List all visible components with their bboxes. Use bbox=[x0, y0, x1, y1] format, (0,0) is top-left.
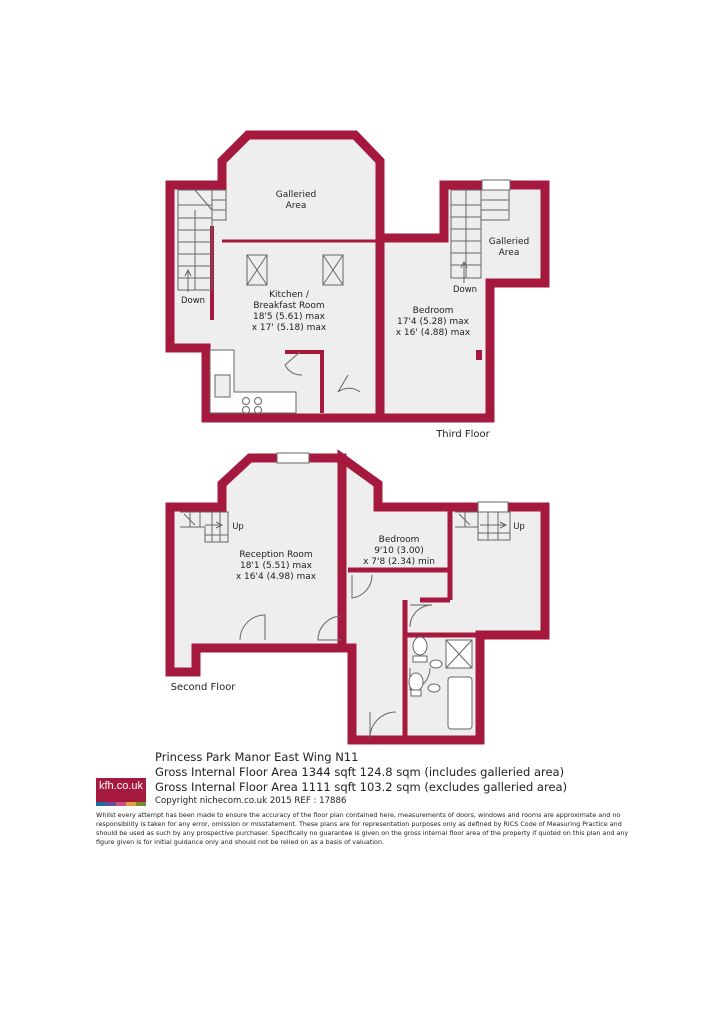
logo-stripe bbox=[126, 802, 136, 806]
logo-stripe bbox=[106, 802, 116, 806]
second-bedroom-name: Bedroom bbox=[378, 535, 420, 545]
reception-dim1: 18'1 (5.51) max bbox=[239, 561, 313, 571]
down-label-left: Down bbox=[180, 296, 206, 306]
galleried-right-line1: Galleried bbox=[488, 237, 530, 247]
kitchen-name1: Kitchen / bbox=[269, 290, 309, 300]
third-floor-left-unit bbox=[170, 135, 380, 418]
up-label-left: Up bbox=[232, 522, 244, 532]
up-label-right: Up bbox=[513, 522, 525, 532]
kfh-logo bbox=[96, 778, 146, 806]
third-bedroom-dim2: x 16' (4.88) max bbox=[395, 328, 471, 338]
third-floor-right-unit bbox=[380, 185, 545, 418]
logo-stripe bbox=[136, 802, 146, 806]
galleried-right-line2: Area bbox=[498, 248, 520, 258]
third-floor-plan bbox=[170, 135, 545, 418]
reception-dim2: x 16'4 (4.98) max bbox=[235, 572, 317, 582]
logo-stripe bbox=[116, 802, 126, 806]
skylight bbox=[323, 255, 343, 285]
window bbox=[277, 453, 309, 463]
radiator bbox=[476, 350, 482, 360]
property-name: Princess Park Manor East Wing N11 bbox=[155, 750, 359, 764]
gross-area-including: Gross Internal Floor Area 1344 sqft 124.8 sqm (includes galleried area) bbox=[155, 765, 565, 779]
disclaimer: Whilst every attempt has been made to ensure the accuracy of the floor plan contained here, measurements of doors, windows and rooms are approximate and no responsibility is taken for any error, omission or misstatement. These plans are for representation purposes only as defined by RICS Code of Measuring Practice and should be used as such by any prospective purchaser. Specifically no guarantee is given on the gross internal floor area of the property if quoted on this plan and any figure given is for initial guidance only and should not be relied on as a basis of valuation. bbox=[96, 811, 629, 846]
window bbox=[478, 502, 508, 512]
footer bbox=[155, 750, 675, 795]
skylight bbox=[247, 255, 267, 285]
third-bedroom-name: Bedroom bbox=[412, 306, 454, 316]
second-floor-plan bbox=[170, 453, 545, 740]
down-label-right: Down bbox=[452, 285, 478, 295]
galleried-left-line1: Galleried bbox=[275, 190, 317, 200]
reception-name: Reception Room bbox=[239, 550, 313, 560]
third-bedroom-dim1: 17'4 (5.28) max bbox=[396, 317, 470, 327]
galleried-left-line2: Area bbox=[285, 201, 307, 211]
third-floor-label: Third Floor bbox=[436, 429, 490, 440]
logo-text: kfh.co.uk bbox=[98, 780, 144, 792]
window bbox=[482, 180, 510, 190]
gross-area-excluding: Gross Internal Floor Area 1111 sqft 103.2 sqm (excludes galleried area) bbox=[155, 780, 568, 794]
logo-stripe bbox=[96, 802, 106, 806]
second-floor-label: Second Floor bbox=[170, 682, 236, 693]
second-bedroom-dim1: 9'10 (3.00) bbox=[374, 546, 424, 556]
kitchen-dim1: 18'5 (5.61) max bbox=[252, 312, 326, 322]
copyright: Copyright nichecom.co.uk 2015 REF : 17886 bbox=[155, 796, 347, 806]
kitchen-dim2: x 17' (5.18) max bbox=[251, 323, 327, 333]
kitchen-name2: Breakfast Room bbox=[253, 301, 325, 311]
second-bedroom-dim2: x 7'8 (2.34) min bbox=[363, 557, 435, 567]
